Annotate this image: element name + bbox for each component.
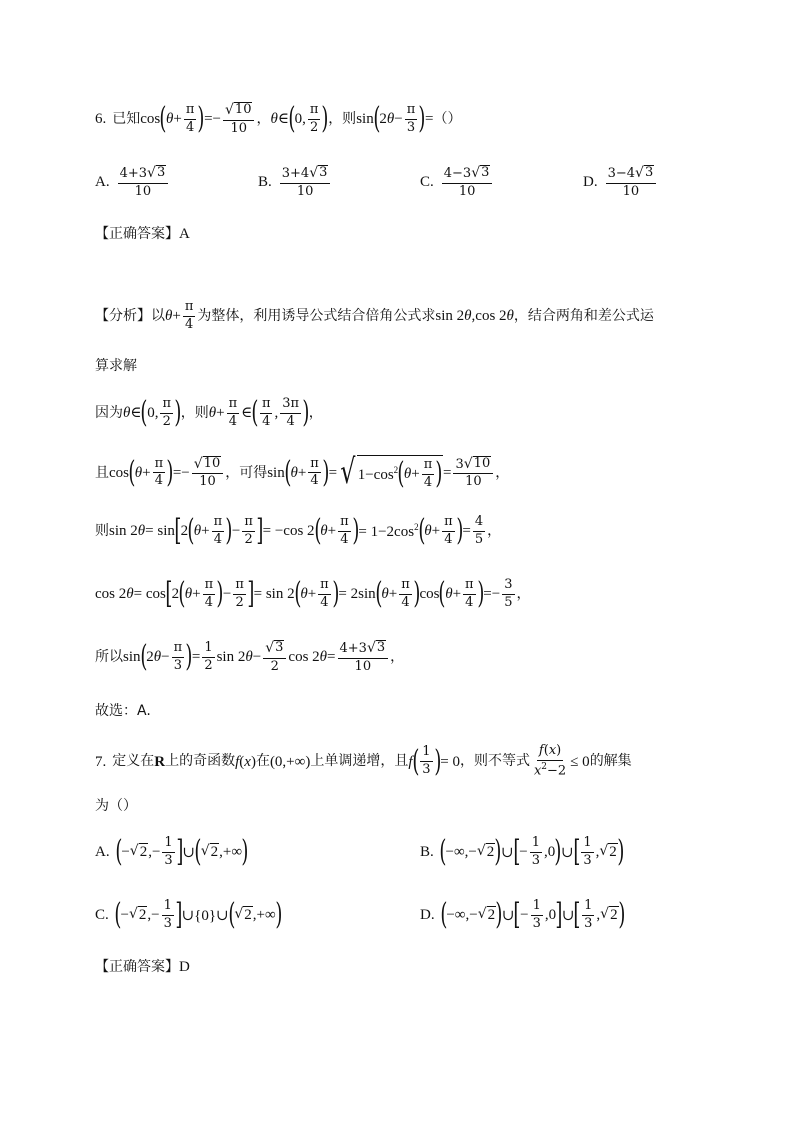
derivation-line-4: cos 2 θ = cos [ 2 ( θ + $\frac{\pi}{4}$ ) − $\frac{\pi}{2}$ ] = sin 2 ( θ + $\frac{\pi}{4}$ ) = 2sin ( θ + $\frac{\pi}{4}$ ) cos ( θ + $\frac{\pi}{4}$ ) =− $\frac{3}{5}$ ，	[95, 576, 531, 612]
stem-text: ，	[256, 111, 271, 128]
q6-analysis-cont: 算求解	[95, 358, 137, 374]
q6-choose: 故选：A.	[95, 703, 151, 719]
q7-answer: 【正确答案】 D	[95, 958, 190, 975]
derivation-line-1: 因为 θ ∈ ( 0, $\frac{\pi}{2}$ ) ，则 θ + $\frac{\pi}{4}$ ∈ ( $\frac{\pi}{4}$ , $\frac{3\pi}{4}$ ) ，	[95, 395, 323, 431]
question-number: 6.	[95, 111, 107, 128]
option-b: B. 3+4 √ 3 10	[258, 165, 332, 200]
derivation-line-3: 则 sin 2 θ = sin [ 2 ( θ + $\frac{\pi}{4}$ ) − $\frac{\pi}{2}$ ] = −cos 2 ( θ + $\frac{\pi}{4}$ ) = $1-2\cos^2$ ( θ + $\frac{\pi}{4}$ ) = $\frac{4}{5}$ ，	[95, 513, 502, 549]
q7-option-c: C. ( − √ 2 ,− $\frac{1}{3}$ ] ∪{0}∪ ( √ 2 ,+∞ )	[95, 897, 283, 933]
q6-analysis: 【分析】 以 θ + $\frac{\pi}{4}$ 为整体，利用诱导公式结合倍角公式求 sin 2 θ ,cos 2 θ ，结合两角和差公式运	[95, 299, 654, 332]
q7-option-d: D. ( −∞,− √ 2 ) ∪ [ − $\frac{1}{3}$ ,0 ] ∪ [ $\frac{1}{3}$ , √ 2 )	[420, 897, 625, 933]
answer-blank: （）	[433, 111, 462, 128]
question-6-stem: 6. 已知 cos ( θ + $\frac{\pi}{4}$ ) =− √ 10 10 ， θ ∈ ( 0, $\frac{\pi}{2}$ ) ，则 sin ( 2 θ − $\frac{\pi}{3}$ ) = （）	[95, 101, 462, 137]
q7-option-b: B. ( −∞,− √ 2 ) ∪ [ − $\frac{1}{3}$ ,0 ) ∪ [ $\frac{1}{3}$ , √ 2 )	[420, 834, 625, 870]
option-c: C. 4−3 √ 3 10	[420, 165, 494, 200]
question-7-stem-cont: 为（）	[95, 798, 137, 814]
option-d: D. 3−4 √ 3 10	[583, 165, 658, 200]
q7-option-a: A. ( − √ 2 ,− $\frac{1}{3}$ ] ∪ ( √ 2 ,+∞ )	[95, 834, 249, 870]
derivation-line-2: 且 cos ( θ + $\frac{\pi}{4}$ ) =− √ 10 10 ，可得 sin ( θ + $\frac{\pi}{4}$ ) = √ $1-\cos^2$ ( θ + $\frac{\pi}{4}$ ) = 3 √ 10 10 ，	[95, 452, 510, 492]
stem-text: 已知	[112, 111, 141, 128]
stem-text: ，则	[328, 111, 357, 128]
option-a: A. 4+3 √ 3 10	[95, 165, 170, 200]
question-number: 7.	[95, 753, 107, 770]
question-7-stem: 7. 定义在 R 上的奇函数 f ( x ) 在 (0,+∞) 上单调递增，且 f ( $\frac{1}{3}$ ) = 0 ，则不等式 $\frac{f(x)}{x^2-2}$ ≤ 0 的解集	[95, 743, 632, 779]
q6-answer: 【正确答案】 A	[95, 225, 190, 242]
derivation-line-5: 所以 sin ( 2 θ − $\frac{\pi}{3}$ ) = $\frac{1}{2}$ sin 2 θ − √ 3 2 cos 2 θ = 4+3 √ 3 10 ，	[95, 639, 405, 675]
